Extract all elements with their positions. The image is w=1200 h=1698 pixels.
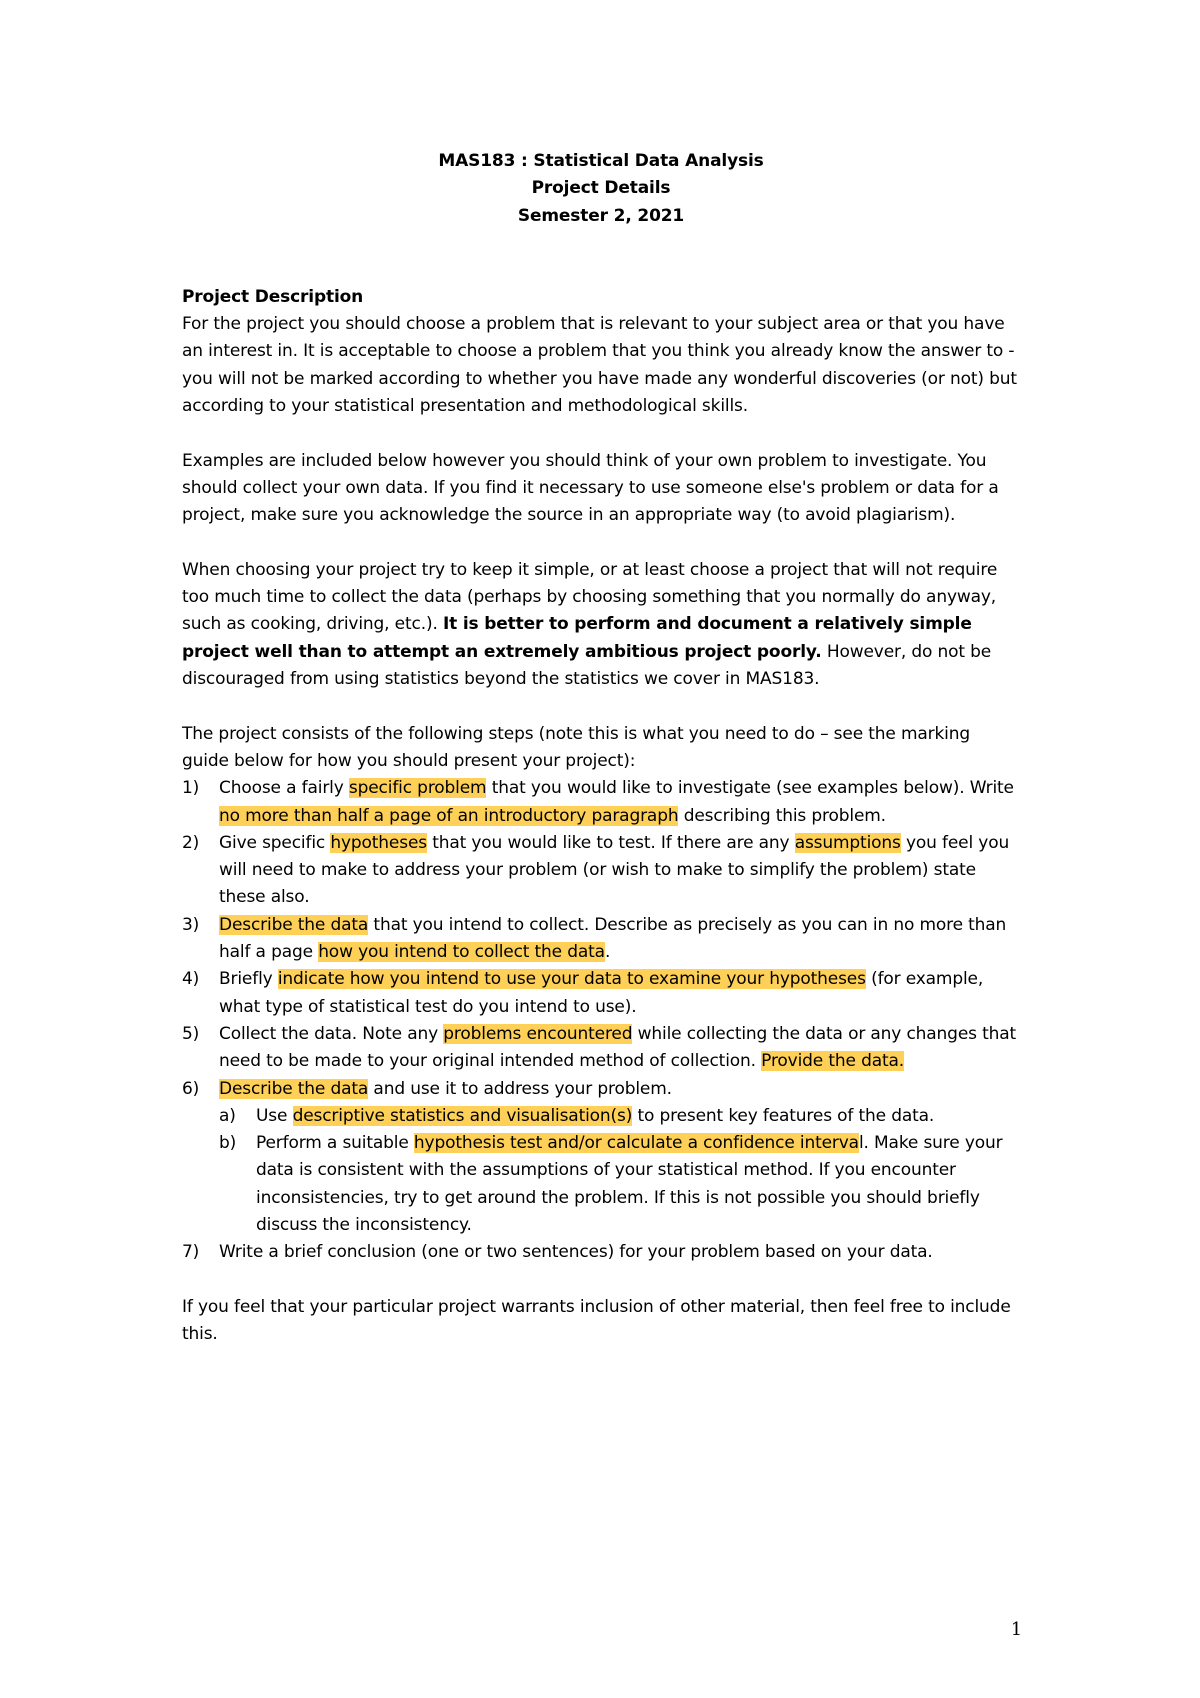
step-text: Perform a suitable [256,1133,414,1154]
highlight: no more than half a page of an introductory paragraph [219,805,679,826]
step-number: 2) [182,832,200,853]
intro-paragraph: For the project you should choose a problem that is relevant to your subject area or that you have an interest in. It is acceptable to choose a problem that you think you already know the answer to - you will not be marked according to whether you have made any wonderful discoveries (or not) but according to your statistical presentation and methodological skills. [182,314,1017,417]
highlight: assumptions [794,832,901,853]
closing-paragraph: If you feel that your particular project warrants inclusion of other material, then feel free to include this. [182,1296,1011,1345]
step-text: l. Make sure your data is consistent with the assumptions of your statistical method. If you encounter inconsistencies, try to get around the problem. If this is not possible you should briefly discuss the inconsistency. [256,1133,1003,1235]
step-text: describing this problem. [678,805,886,826]
highlight: problems encountered [443,1023,633,1044]
substep-letter: a) [219,1105,236,1126]
step-text: Briefly [219,969,278,990]
title-block [182,148,1020,230]
step-item [182,912,1020,967]
highlight: descriptive statistics and visualisation(s) [292,1105,633,1126]
step-item [182,1076,1020,1240]
step-number: 7) [182,1242,200,1263]
step-text: that you intend to collect. Describe as precisely as you can in no more than half a page [219,914,1007,963]
steps-intro: The project consists of the following steps (note this is what you need to do – see the marking guide below for how you should present your project): [182,723,971,771]
step-text: to present key features of the data. [632,1105,935,1126]
simplicity-emphasis: It is better to perform and document a relatively simple project well than to attempt an extremely ambitious project poorly. [182,614,972,662]
steps-list [182,775,1020,1266]
highlight: indicate how you intend to use your data to examine your hypotheses [277,969,866,990]
step-text: Write a brief conclusion (one or two sentences) for your problem based on your data. [219,1242,933,1263]
section-heading: Project Description [182,286,364,307]
substep-item [219,1130,1020,1239]
step-item [182,966,1020,1021]
substeps-list [219,1103,1020,1239]
step-item [182,1021,1020,1076]
step-text: . [604,942,611,963]
semester-label: Semester 2, 2021 [517,205,685,226]
step-text: and use it to address your problem. [368,1078,672,1099]
step-text: Choose a fairly [219,778,349,799]
highlight: specific problem [348,778,487,799]
step-text: that you would like to investigate (see examples below). Write [486,778,1014,799]
step-text: (for example, what type of statistical test do you intend to use). [219,969,984,1017]
examples-paragraph: Examples are included below however you should think of your own problem to investigate. You should collect your own data. If you find it necessary to use someone else's problem or data for a project, make sure you acknowledge the source in an appropriate way (to avoid plagiarism). [182,450,999,526]
highlight: hypothesis test and/or calculate a confidence interva [413,1133,859,1154]
step-text: Give specific [219,832,331,853]
highlight: Provide the data. [761,1051,905,1072]
step-number: 3) [182,914,200,935]
step-text: Collect the data. Note any [219,1023,444,1044]
substep-item [219,1103,1020,1130]
page-number: 1 [1010,1619,1022,1640]
highlight: how you intend to collect the data [318,942,605,963]
step-item [182,1239,1020,1266]
step-text: while collecting the data or any changes that need to be made to your original intended method of collection. [219,1023,1017,1072]
step-number: 4) [182,969,200,990]
substep-letter: b) [219,1133,237,1154]
highlight: hypotheses [330,832,427,853]
step-item [182,775,1020,830]
highlight: Describe the data [219,914,369,935]
step-number: 6) [182,1078,200,1099]
simplicity-paragraph [182,557,1020,693]
highlight: Describe the data [219,1078,369,1099]
simplicity-text-start: When choosing your project try to keep it simple, or at least choose a project that will not require too much time to collect the data (perhaps by choosing something that you normally do anyway, such as cooking, driving, etc.). [182,559,998,635]
step-number: 1) [182,778,200,799]
step-number: 5) [182,1023,200,1044]
step-text: you feel you will need to make to address your problem (or wish to make to simplify the problem) state these also. [219,832,1010,908]
step-text: that you would like to test. If there are any [426,832,795,853]
course-title: MAS183 : Statistical Data Analysis [438,151,764,171]
step-item [182,830,1020,912]
simplicity-text-end: However, do not be discouraged from using statistics beyond the statistics we cover in MAS183. [182,641,992,690]
step-text: Use [256,1105,293,1126]
document-subtitle: Project Details [531,178,671,199]
